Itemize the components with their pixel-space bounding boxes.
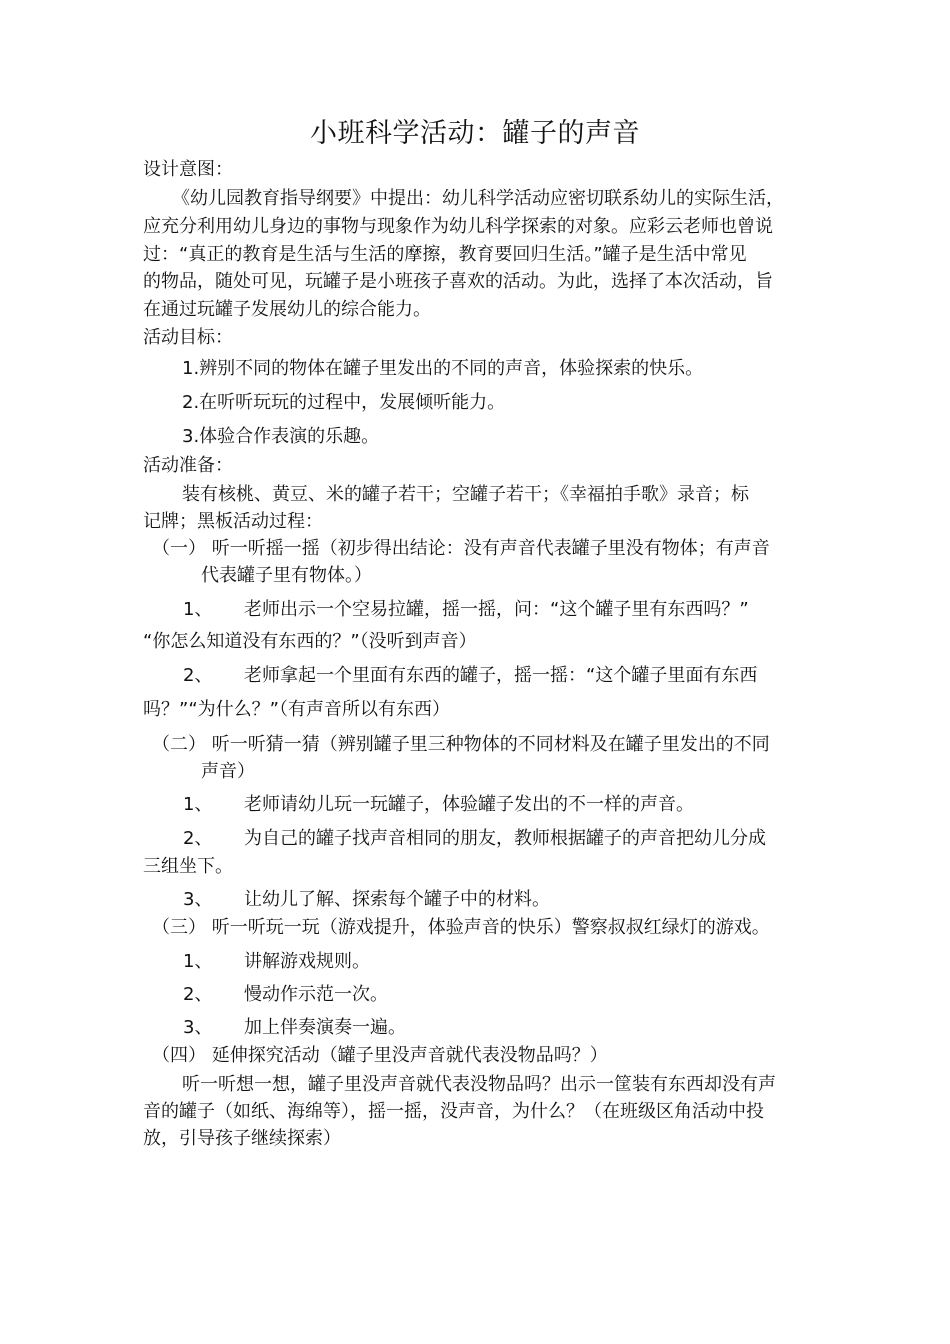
document-title: 小班科学活动：罐子的声音 (310, 118, 640, 149)
list-item-continued: “你怎么知道没有东西的？”（没听到声音） (143, 631, 477, 652)
list-item-text: 为自己的罐子找声音相同的朋友，教师根据罐子的声音把幼儿分成 (244, 828, 766, 849)
list-item-continued: 吗？”“为什么？”（有声音所以有东西） (143, 699, 450, 720)
goal-item: 3.体验合作表演的乐趣。 (182, 426, 380, 447)
prep-paragraph-line: 装有核桃、黄豆、米的罐子若干；空罐子若干；《幸福拍手歌》录音；标 (182, 484, 749, 505)
list-item (183, 948, 863, 975)
goal-item: 2.在听听玩玩的过程中，发展倾听能力。 (182, 392, 506, 413)
extension-paragraph-line: 音的罐子（如纸、海绵等），摇一摇，没声音，为什么？（在班级区角活动中投 (143, 1101, 764, 1122)
list-item-text: 老师出示一个空易拉罐，摇一摇，问：“这个罐子里有东西吗？” (244, 599, 749, 620)
extension-paragraph-line: 放，引导孩子继续探索） (143, 1128, 341, 1149)
list-item (183, 1014, 863, 1041)
section-heading-continued: 声音） (201, 761, 255, 782)
section-heading: （三） 听一听玩一玩（游戏提升，体验声音的快乐）警察叔叔红绿灯的游戏。 (152, 917, 770, 938)
list-item-number: 2、 (183, 665, 213, 686)
design-paragraph-line: 应充分利用幼儿身边的事物与现象作为幼儿科学探索的对象。应彩云老师也曾说 (143, 216, 773, 237)
section-heading: （一） 听一听摇一摇（初步得出结论：没有声音代表罐子里没有物体；有声音 (152, 538, 770, 559)
list-item (183, 825, 863, 852)
list-item (183, 886, 863, 913)
list-item-number: 2、 (183, 828, 213, 849)
list-item (183, 596, 863, 623)
list-item-number: 1、 (183, 599, 213, 620)
list-item-number: 1、 (183, 951, 213, 972)
list-item-text: 讲解游戏规则。 (244, 951, 370, 972)
design-paragraph-line: 《幼儿园教育指导纲要》中提出：幼儿科学活动应密切联系幼儿的实际生活， (172, 188, 784, 209)
section-heading: （四） 延伸探究活动（罐子里没声音就代表没物品吗？） (152, 1045, 608, 1066)
list-item-number: 3、 (183, 1017, 213, 1038)
goals-heading: 活动目标： (143, 327, 233, 348)
extension-paragraph-line: 听一听想一想，罐子里没声音就代表没物品吗？出示一筐装有东西却没有声 (182, 1074, 776, 1095)
prep-heading: 活动准备： (143, 455, 233, 476)
list-item-continued: 三组坐下。 (143, 856, 233, 877)
list-item-number: 1、 (183, 794, 213, 815)
design-heading: 设计意图： (143, 159, 233, 180)
list-item (183, 662, 863, 689)
design-paragraph-line: 的物品，随处可见，玩罐子是小班孩子喜欢的活动。为此，选择了本次活动，旨 (143, 271, 773, 292)
list-item-text: 让幼儿了解、探索每个罐子中的材料。 (244, 889, 550, 910)
list-item-text: 慢动作示范一次。 (244, 984, 388, 1005)
goal-item: 1.辨别不同的物体在罐子里发出的不同的声音，体验探索的快乐。 (182, 358, 704, 379)
list-item-text: 老师拿起一个里面有东西的罐子，摇一摇：“这个罐子里面有东西 (244, 665, 758, 686)
prep-paragraph-line: 记牌；黑板活动过程： (143, 511, 323, 532)
design-paragraph-line: 过：“真正的教育是生活与生活的摩擦，教育要回归生活。”罐子是生活中常见 (143, 244, 747, 265)
list-item-text: 老师请幼儿玩一玩罐子，体验罐子发出的不一样的声音。 (244, 794, 694, 815)
list-item-number: 3、 (183, 889, 213, 910)
list-item-text: 加上伴奏演奏一遍。 (244, 1017, 406, 1038)
design-paragraph-line: 在通过玩罐子发展幼儿的综合能力。 (143, 299, 431, 320)
list-item (183, 981, 863, 1008)
list-item-number: 2、 (183, 984, 213, 1005)
list-item (183, 791, 863, 818)
section-heading: （二） 听一听猜一猜（辨别罐子里三种物体的不同材料及在罐子里发出的不同 (152, 734, 770, 755)
section-heading-continued: 代表罐子里有物体。） (201, 565, 372, 586)
